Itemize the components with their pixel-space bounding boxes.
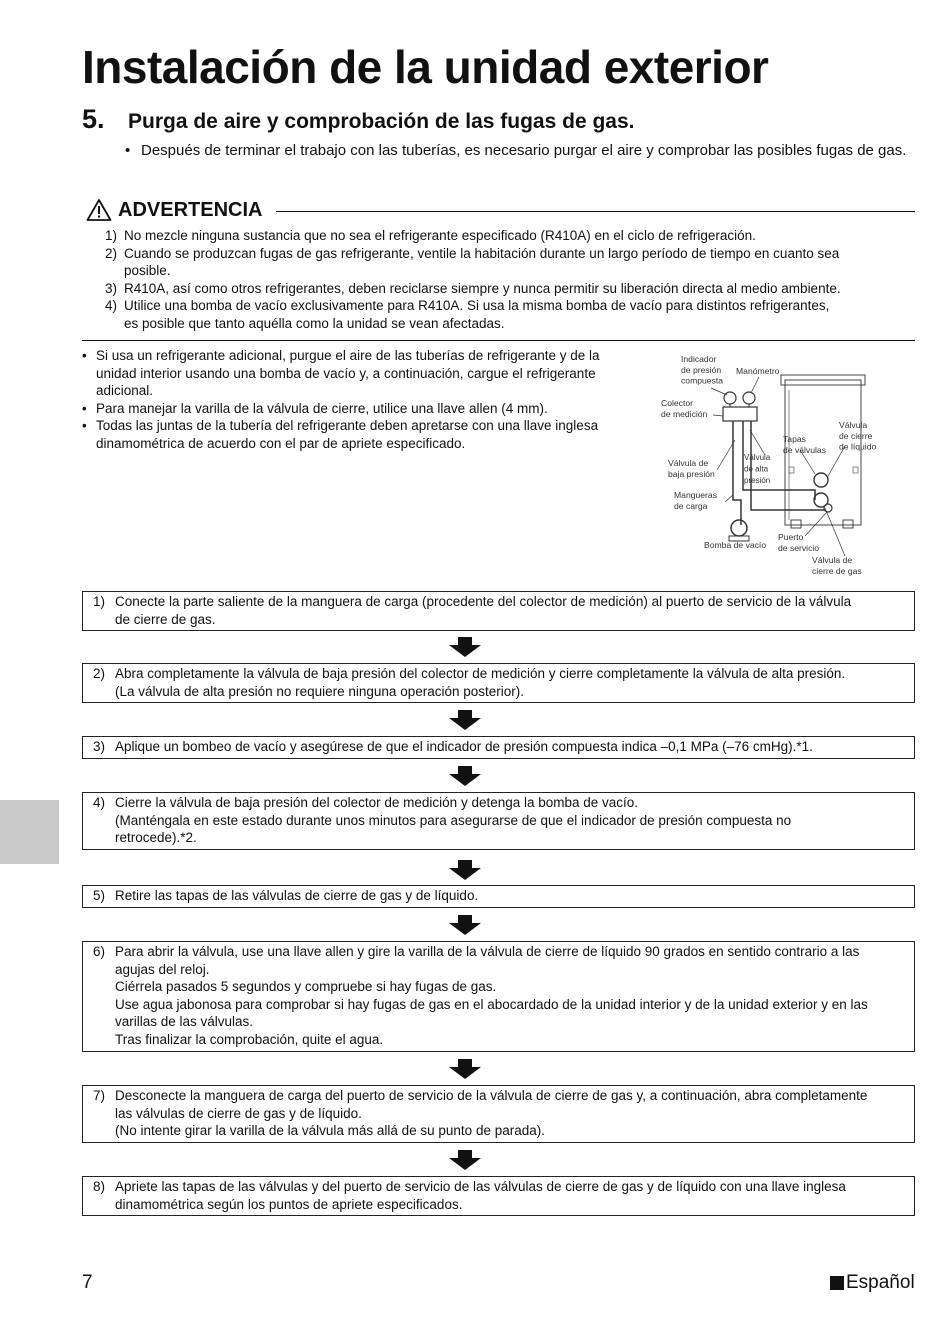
notes-list (82, 347, 634, 453)
warning-item (105, 297, 905, 332)
warning-bottom-rule (82, 340, 915, 341)
language-label (830, 1272, 915, 1294)
step-line: (Manténgala en este estado durante unos minutos para asegurarse de que el indicador de presión compuesta no (115, 812, 792, 828)
warning-item-number: 1) (105, 228, 118, 243)
intro-text: Después de terminar el trabajo con las tuberías, es necesario purgar el aire y comprobar las posibles fugas de gas. (141, 142, 907, 159)
step-line: retrocede).*2. (115, 830, 197, 846)
charge-hose (733, 421, 741, 525)
label-low-pressure-valve (668, 458, 715, 479)
down-arrow-icon (449, 710, 481, 730)
label-vacuum-pump (704, 540, 766, 550)
down-arrow-icon (449, 1059, 481, 1079)
step-number: 2) (93, 666, 106, 681)
step-box (82, 792, 915, 850)
page-number: 7 (82, 1272, 93, 1293)
warning-list (105, 227, 905, 333)
step-line: (No intente girar la varilla de la válvula más allá de su punto de parada). (115, 1123, 545, 1139)
diagram-label-line: Manómetro (736, 366, 780, 376)
label-high-pressure-valve (744, 453, 771, 485)
step-line: (La válvula de alta presión no requiere ninguna operación posterior). (115, 683, 525, 699)
label-gas-valve (812, 555, 862, 576)
step-line: dinamométrica según los puntos de apriete especificados. (115, 1196, 463, 1212)
compound-gauge-icon (724, 392, 736, 404)
diagram-label-line: Puerto (778, 532, 804, 542)
down-arrow-icon (449, 637, 481, 657)
diagram-label-line: de válvulas (783, 444, 826, 455)
diagram-label-line: de servicio (778, 542, 820, 553)
step-line: las válvulas de cierre de gas y de líquido. (115, 1105, 362, 1121)
step-line: Use agua jabonosa para comprobar si hay fugas de gas en el abocardado de la unidad interior y de la unidad exterior y en las (115, 996, 868, 1012)
step-number: 8) (93, 1179, 106, 1194)
note-item (82, 347, 634, 400)
note-line: Para manejar la varilla de la válvula de cierre, utilice una llave allen (4 mm). (96, 400, 548, 416)
diagram-label-line: Válvula de (668, 458, 709, 468)
note-line: Todas las juntas de la tubería del refrigerante deben apretarse con una llave inglesa (96, 418, 599, 434)
warning-item (105, 227, 905, 245)
warning-item-line: Utilice una bomba de vacío exclusivamente para R410A. Si usa la misma bomba de vacío para distintos refrigerantes, (124, 298, 830, 314)
step-box (82, 736, 915, 759)
purge-diagram (655, 350, 920, 580)
note-item (82, 417, 634, 452)
diagram-label-line: Válvula (744, 453, 771, 462)
section-number: 5. (82, 104, 105, 134)
down-arrow-icon (449, 915, 481, 935)
diagram-label-line: de cierre (839, 430, 873, 441)
step-box (82, 591, 915, 631)
label-service-port (778, 532, 819, 553)
diagram-label-line: Colector (661, 398, 693, 408)
vacuum-pump-icon (731, 520, 747, 536)
language-square-icon (830, 1276, 844, 1290)
liquid-valve-icon (814, 473, 828, 487)
down-arrow-icon (449, 766, 481, 786)
step-number: 4) (93, 795, 106, 810)
step-number: 6) (93, 944, 106, 959)
note-line: Si usa un refrigerante adicional, purgue el aire de las tuberías de refrigerante y de la (96, 348, 600, 363)
language-text: Español (846, 1272, 915, 1293)
diagram-label-line: compuesta (681, 375, 724, 386)
step-line: de cierre de gas. (115, 611, 216, 627)
manifold-icon (723, 407, 757, 421)
bullet-icon: • (125, 142, 131, 159)
step-line: Desconecte la manguera de carga del puerto de servicio de la válvula de cierre de gas y, a continuación, abra completamente (115, 1088, 868, 1103)
warning-heading (86, 196, 262, 224)
page-title: Instalación de la unidad exterior (82, 41, 769, 93)
step-number: 5) (93, 888, 106, 903)
step-line: agujas del reloj. (115, 961, 210, 977)
warning-item-line: Cuando se produzcan fugas de gas refrigerante, ventile la habitación durante un largo período de tiempo en cuanto sea (124, 245, 840, 261)
diagram-label-line: baja presión (668, 468, 715, 479)
diagram-label-line: de carga (674, 500, 708, 511)
bullet-icon: • (82, 400, 87, 416)
warning-item-line: posible. (124, 263, 171, 279)
step-box (82, 663, 915, 703)
step-line: Conecte la parte saliente de la manguera de carga (procedente del colector de medición) al puerto de servicio de la válvula (115, 594, 852, 609)
label-manometer (736, 366, 780, 376)
bullet-icon: • (82, 348, 87, 363)
step-line: Ciérrela pasados 5 segundos y compruebe si hay fugas de gas. (115, 979, 497, 995)
diagram-label-line: Indicador (681, 354, 717, 364)
step-line: varillas de las válvulas. (115, 1014, 254, 1030)
diagram-label-line: presión (744, 476, 771, 485)
diagram-label-line: Mangueras (674, 490, 717, 500)
diagram-label-line: de líquido (839, 441, 877, 452)
step-line: Retire las tapas de las válvulas de cierre de gas y de líquido. (115, 888, 479, 903)
step-box (82, 1176, 915, 1216)
step-number: 7) (93, 1088, 106, 1103)
label-liquid-valve (839, 420, 876, 452)
diagram-label-line: de presión (681, 364, 722, 375)
bullet-icon: • (82, 418, 87, 434)
step-line: Apriete las tapas de las válvulas y del puerto de servicio de las válvulas de cierre de gas y de líquido con una llave inglesa (115, 1179, 846, 1194)
diagram-label-line: Bomba de vacío (704, 540, 767, 550)
diagram-label-line: Válvula (839, 420, 868, 430)
warning-item-line: R410A, así como otros refrigerantes, deben reciclarse siempre y nunca permitir su liberación directa al medio ambiente. (124, 280, 841, 296)
warning-label: ADVERTENCIA (118, 198, 263, 221)
note-line: dinamométrica de acuerdo con el par de apriete especificado. (96, 435, 466, 451)
step-box (82, 941, 915, 1052)
warning-item-number: 4) (105, 298, 118, 314)
step-line: Para abrir la válvula, use una llave allen y gire la varilla de la válvula de cierre de líquido 90 grados en sentido contrario a las (115, 944, 860, 959)
step-box (82, 885, 915, 908)
step-number: 3) (93, 739, 106, 754)
intro-paragraph (125, 141, 910, 160)
warning-item-line: No mezcle ninguna sustancia que no sea el refrigerante especificado (R410A) en el ciclo de refrigeración. (124, 228, 756, 243)
note-line: adicional. (96, 383, 154, 399)
down-arrow-icon (449, 860, 481, 880)
manometer-icon (743, 392, 755, 404)
label-gauge-manifold (661, 398, 708, 419)
label-compound-gauge (681, 354, 723, 386)
down-arrow-icon (449, 1150, 481, 1170)
note-item (82, 400, 634, 418)
step-number: 1) (93, 594, 106, 609)
label-valve-caps (783, 434, 826, 455)
step-box (82, 1085, 915, 1143)
diagram-label-line: de alta (744, 464, 769, 474)
section-title: Purga de aire y comprobación de las fugas de gas. (128, 110, 635, 133)
step-line: Tras finalizar la comprobación, quite el agua. (115, 1031, 384, 1047)
warning-triangle-icon (86, 198, 112, 222)
step-line: Cierre la válvula de baja presión del colector de medición y detenga la bomba de vacío. (115, 795, 639, 810)
warning-item-line: es posible que tanto aquélla como la unidad se vean afectadas. (124, 315, 505, 331)
step-line: Aplique un bombeo de vacío y asegúrese de que el indicador de presión compuesta indica –0,1 MPa (–76 cmHg).*1. (115, 739, 813, 754)
label-charge-hoses (674, 490, 717, 511)
note-line: unidad interior usando una bomba de vacío y, a continuación, cargue el refrigerante (96, 365, 596, 381)
side-tab-marker (0, 800, 59, 864)
diagram-label-line: cierre de gas (812, 565, 862, 576)
warning-item (105, 245, 905, 280)
warning-item-number: 3) (105, 280, 118, 296)
warning-item (105, 280, 905, 298)
step-line: Abra completamente la válvula de baja presión del colector de medición y cierre completamente la válvula de alta presión. (115, 666, 846, 681)
diagram-label-line: de medición (661, 408, 708, 419)
warning-item-number: 2) (105, 245, 118, 261)
diagram-label-line: Tapas (783, 434, 806, 444)
warning-rule (276, 211, 915, 212)
diagram-label-line: Válvula de (812, 555, 853, 565)
